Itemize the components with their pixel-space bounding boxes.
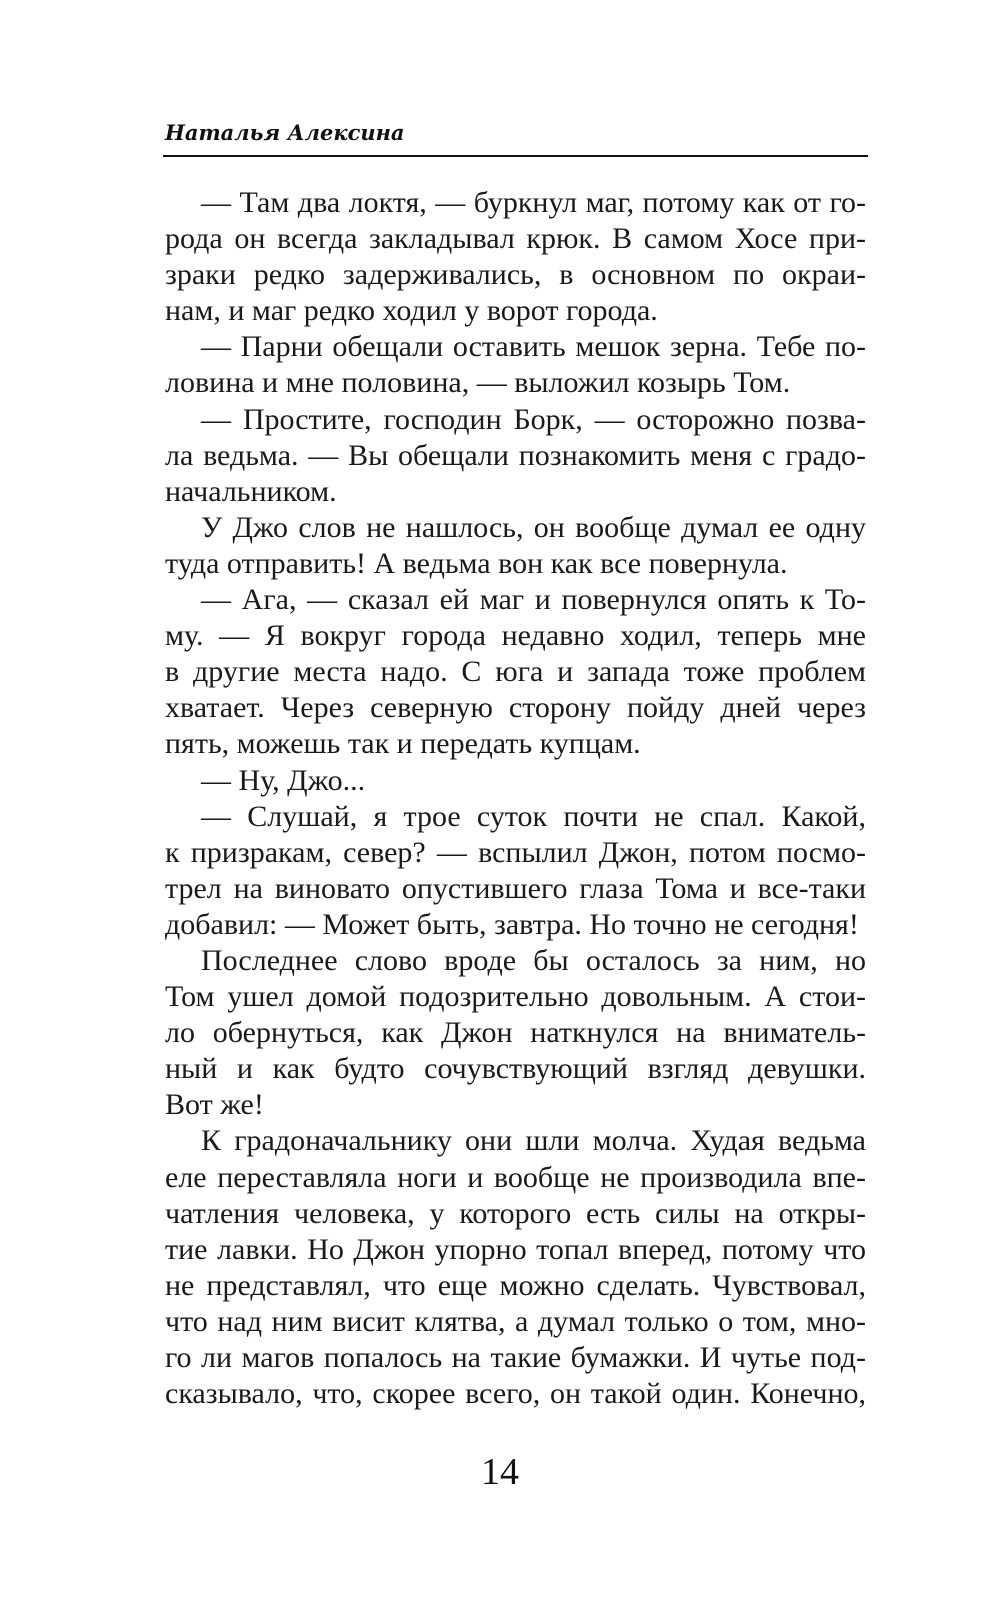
text-line: Том ушел домой подозрительно довольным. А стои-	[165, 980, 866, 1014]
running-head-author: Наталья Алексина	[165, 120, 405, 145]
text-line: тие лавки. Но Джон упорно топал вперед, потому что	[165, 1232, 866, 1266]
text-line: чатления человека, у которого есть силы на откры-	[165, 1196, 866, 1230]
text-line: го ли магов попалось на такие бумажки. И чутье под-	[165, 1341, 866, 1374]
text-line: ло обернуться, как Джон наткнулся на вниматель-	[165, 1016, 866, 1050]
text-line: ла ведьма. — Вы обещали познакомить меня с градо-	[165, 438, 866, 472]
text-line: пять, можешь так и передать купцам.	[165, 727, 641, 761]
text-line: что над ним висит клятва, а думал только о том, мно-	[165, 1304, 866, 1338]
text-line: ловина и мне половина, — выложил козырь Том.	[165, 366, 791, 400]
text-line: ный и как будто сочувствующий взгляд девушки.	[165, 1052, 866, 1086]
text-line: к призракам, север? — вспылил Джон, потом посмо-	[165, 835, 866, 869]
text-line: добавил: — Может быть, завтра. Но точно не сегодня!	[165, 907, 859, 941]
text-line: му. — Я вокруг города недавно ходил, теперь мне	[165, 619, 866, 653]
text-line: туда отправить! А ведьма вон как все повернула.	[165, 546, 788, 580]
text-line: хватает. Через северную сторону пойду дней через	[165, 691, 866, 725]
text-line: зраки редко задерживались, в основном по окраи-	[165, 258, 866, 292]
text-line: начальником.	[165, 474, 337, 508]
page-number: 14	[481, 1451, 519, 1493]
body-text	[165, 185, 866, 1412]
text-line: Последнее слово вроде бы осталось за ним, но	[201, 943, 866, 977]
text-line: Вот же!	[165, 1088, 264, 1122]
text-line: трел на виновато опустившего глаза Тома и все-таки	[165, 871, 866, 905]
header-rule	[163, 155, 868, 157]
text-line: в другие места надо. С юга и запада тоже проблем	[165, 655, 866, 689]
text-line: нам, и маг редко ходил у ворот города.	[165, 294, 658, 328]
text-line: К градоначальнику они шли молча. Худая ведьма	[201, 1124, 866, 1158]
text-line: — Слушай, я трое суток почти не спал. Какой,	[201, 799, 866, 833]
text-line: еле переставляла ноги и вообще не производила впе-	[165, 1160, 866, 1194]
text-line: — Ага, — сказал ей маг и повернулся опять к То-	[201, 583, 866, 617]
text-line: — Ну, Джо...	[201, 763, 366, 797]
text-line: — Парни обещали оставить мешок зерна. Тебе по-	[201, 330, 866, 364]
text-line: не представлял, что еще можно сделать. Чувствовал,	[165, 1268, 866, 1302]
text-line: сказывало, что, скорее всего, он такой один. Конечно,	[165, 1377, 866, 1411]
text-line: — Простите, господин Борк, — осторожно позва-	[201, 402, 866, 436]
text-line: рода он всегда закладывал крюк. В самом Хосе при-	[165, 222, 866, 256]
text-line: — Там два локтя, — буркнул маг, потому как от го-	[201, 186, 866, 219]
text-line: У Джо слов не нашлось, он вообще думал ее одну	[201, 510, 866, 544]
